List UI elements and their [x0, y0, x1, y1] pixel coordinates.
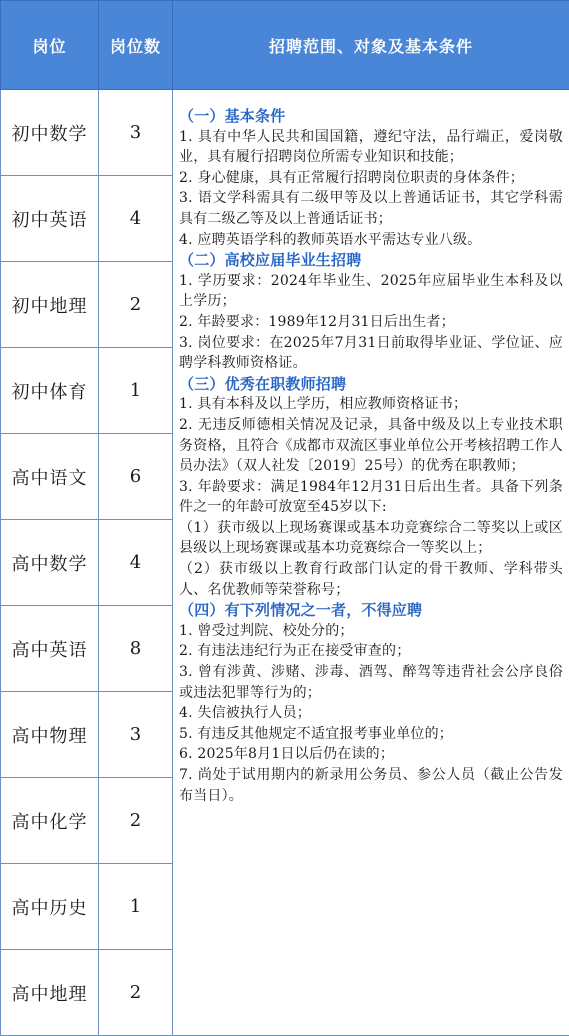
section-title: （二）高校应届毕业生招聘	[179, 250, 563, 271]
requirement-item: 1. 具有中华人民共和国国籍，遵纪守法，品行端正，爱岗敬业，具有履行招聘岗位所需专业知识和技能；	[179, 127, 563, 168]
section-title: （四）有下列情况之一者，不得应聘	[179, 600, 563, 621]
position-name: 初中地理	[1, 262, 99, 348]
position-count: 6	[99, 434, 173, 520]
section-disqualifications	[179, 600, 563, 806]
position-name: 高中英语	[1, 606, 99, 692]
header-requirements: 招聘范围、对象及基本条件	[173, 1, 569, 90]
position-name: 初中数学	[1, 90, 99, 176]
position-count: 2	[99, 950, 173, 1036]
requirement-item: （1）获市级以上现场赛课或基本功竞赛综合二等奖以上或区县级以上现场赛课或基本功竞赛综合一等奖以上；	[179, 518, 563, 559]
position-count: 4	[99, 176, 173, 262]
header-count: 岗位数	[99, 1, 173, 90]
position-count: 4	[99, 520, 173, 606]
position-count: 1	[99, 348, 173, 434]
position-name: 高中历史	[1, 864, 99, 950]
requirement-item: （2）获市级以上教育行政部门认定的骨干教师、学科带头人、名优教师等荣誉称号；	[179, 559, 563, 600]
position-name: 高中物理	[1, 692, 99, 778]
requirement-item: 3. 岗位要求：在2025年7月31日前取得毕业证、学位证、应聘学科教师资格证。	[179, 333, 563, 374]
requirement-item: 3. 年龄要求：满足1984年12月31日后出生者。具备下列条件之一的年龄可放宽至45岁以下:	[179, 477, 563, 518]
section-title: （三）优秀在职教师招聘	[179, 374, 563, 395]
section-title: （一）基本条件	[179, 106, 563, 127]
requirement-item: 2. 身心健康，具有正常履行招聘岗位职责的身体条件；	[179, 168, 563, 189]
position-name: 高中地理	[1, 950, 99, 1036]
requirement-item: 4. 失信被执行人员；	[179, 703, 563, 724]
requirement-item: 3. 语文学科需具有二级甲等及以上普通话证书，其它学科需具有二级乙等及以上普通话证书；	[179, 188, 563, 229]
requirements-cell	[173, 90, 569, 1036]
position-name: 高中语文	[1, 434, 99, 520]
position-name: 高中化学	[1, 778, 99, 864]
section-experienced-teachers	[179, 374, 563, 601]
requirement-item: 4. 应聘英语学科的教师英语水平需达专业八级。	[179, 230, 563, 251]
requirement-item: 1. 具有本科及以上学历，相应教师资格证书；	[179, 394, 563, 415]
table-row	[1, 90, 569, 176]
position-name: 初中英语	[1, 176, 99, 262]
requirement-item: 5. 有违反其他规定不适宜报考事业单位的；	[179, 724, 563, 745]
position-count: 8	[99, 606, 173, 692]
requirement-item: 3. 曾有涉黄、涉赌、涉毒、酒驾、醉驾等违背社会公序良俗或违法犯罪等行为的；	[179, 662, 563, 703]
requirement-item: 1. 学历要求：2024年毕业生、2025年应届毕业生本科及以上学历；	[179, 271, 563, 312]
requirement-item: 1. 曾受过判院、校处分的；	[179, 621, 563, 642]
position-count: 3	[99, 90, 173, 176]
position-count: 2	[99, 778, 173, 864]
requirement-item: 2. 年龄要求：1989年12月31日后出生者；	[179, 312, 563, 333]
requirement-item: 6. 2025年8月1日以后仍在读的；	[179, 744, 563, 765]
requirement-item: 2. 无违反师德相关情况及记录，具备中级及以上专业技术职务资格，且符合《成都市双流区事业单位公开考核招聘工作人员办法》（双人社发〔2019〕25号）的优秀在职教师；	[179, 415, 563, 477]
header-row	[1, 1, 569, 90]
requirement-item: 7. 尚处于试用期内的新录用公务员、参公人员（截止公告发布当日）。	[179, 765, 563, 806]
section-basic	[179, 106, 563, 250]
position-count: 3	[99, 692, 173, 778]
position-name: 初中体育	[1, 348, 99, 434]
position-count: 2	[99, 262, 173, 348]
position-name: 高中数学	[1, 520, 99, 606]
header-position: 岗位	[1, 1, 99, 90]
requirement-item: 2. 有违法违纪行为正在接受审查的；	[179, 641, 563, 662]
section-graduates	[179, 250, 563, 374]
position-count: 1	[99, 864, 173, 950]
